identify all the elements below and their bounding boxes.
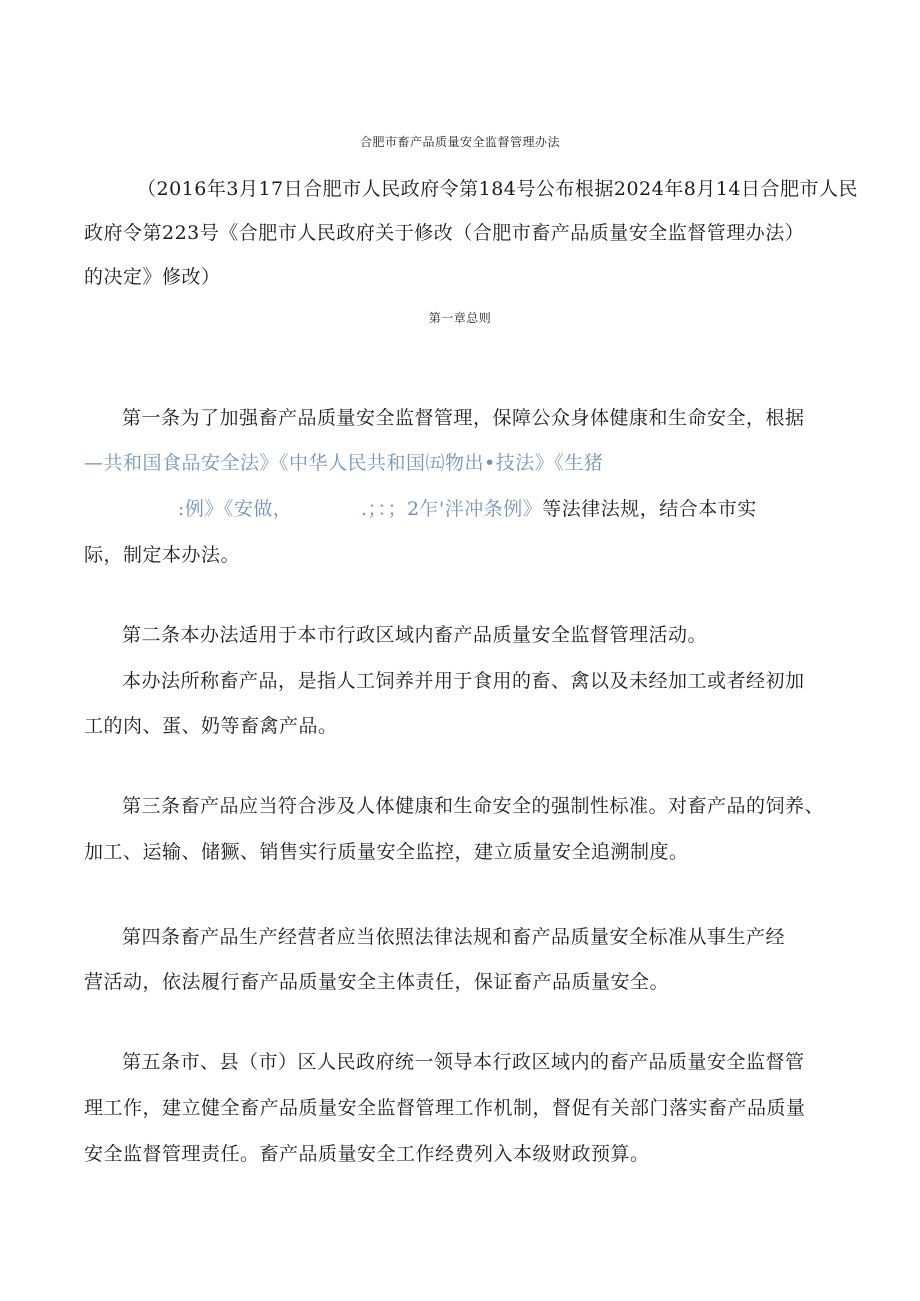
article-1-line-3-rest: 等法律法规，结合本市实	[542, 498, 757, 520]
article-5-line-1: 第五条市、县（市）区人民政府统一领导本行政区域内的畜产品质量安全监督管	[122, 1051, 805, 1073]
article-2-line-3: 工的肉、蛋、奶等畜禽产品。	[84, 715, 338, 737]
article-5-line-3: 安全监督管理责任。畜产品质量安全工作经费列入本级财政预算。	[84, 1143, 650, 1165]
article-1-line-1: 第一条为了加强畜产品质量安全监督管理，保障公众身体健康和生命安全，根据	[122, 407, 805, 429]
article-1-line-3-faded: :例》《安做， .；：；2乍'泮冲条例》	[178, 498, 543, 520]
article-4-line-1: 第四条畜产品生产经营者应当依照法律法规和畜产品质量安全标准从事生产经	[122, 926, 786, 948]
article-5-line-2: 理工作，建立健全畜产品质量安全监督管理工作机制，督促有关部门落实畜产品质量	[84, 1097, 806, 1119]
article-3-line-2: 加工、运输、储獗、销售实行质量安全监控，建立质量安全追溯制度。	[84, 841, 689, 863]
article-2-line-1: 第二条本办法适用于本市行政区域内畜产品质量安全监督管理活动。	[122, 624, 708, 646]
chapter-heading: 第一章总则	[428, 311, 492, 325]
document-title: 合肥市畜产品质量安全监督管理办法	[359, 135, 560, 149]
preamble-line-1: （2016年3月17日合肥市人民政府令第184号公布根据2024年8月14日合肥市人民	[137, 178, 859, 200]
article-3-line-1: 第三条畜产品应当符合涉及人体健康和生命安全的强制性标准。对畜产品的饲养、	[122, 795, 825, 817]
article-2-line-2: 本办法所称畜产品，是指人工饲养并用于食用的畜、禽以及未经加工或者经初加	[122, 670, 805, 692]
article-1-line-2: —共和国食品安全法》《中华人民共和国㈤物出•技法》《生猪	[84, 452, 604, 474]
article-1-line-3	[178, 500, 757, 519]
preamble-line-2: 政府令第223号《合肥市人民政府关于修改（合肥市畜产品质量安全监督管理办法）	[84, 222, 805, 244]
preamble-line-3: 的决定》修改）	[84, 266, 221, 288]
article-4-line-2: 营活动，依法履行畜产品质量安全主体责任，保证畜产品质量安全。	[84, 971, 670, 993]
article-1-line-4: 际，制定本办法。	[84, 544, 241, 566]
